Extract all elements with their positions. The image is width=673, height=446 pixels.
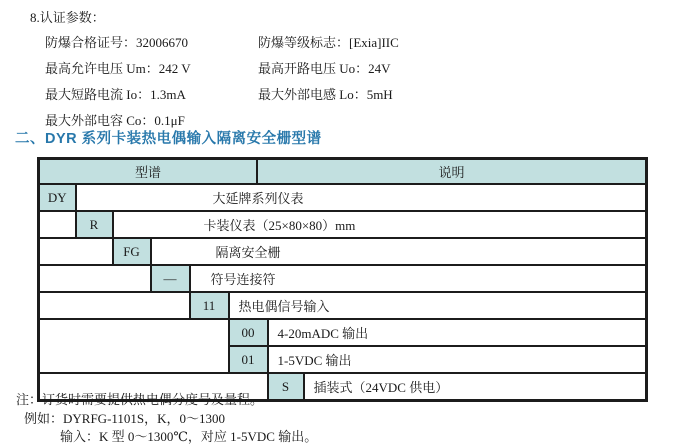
desc-cell: 大延牌系列仪表	[76, 184, 647, 211]
empty-cell	[39, 238, 113, 265]
section-heading: 二、DYR 系列卡装热电偶输入隔离安全栅型谱	[15, 131, 322, 147]
desc-cell: 卡装仪表（25×80×80）mm	[113, 211, 647, 238]
cert-value: 防爆合格证号：32006670	[45, 35, 189, 50]
code-cell-01: 01	[229, 346, 268, 373]
spectrum-table	[37, 157, 648, 402]
certification-section	[30, 6, 650, 134]
desc-cell: 插装式（24VDC 供电）	[304, 373, 647, 401]
cert-value: 防爆等级标志：[Exia]IIC	[258, 35, 399, 50]
code-cell-dash: —	[151, 265, 190, 292]
header-spectrum: 型谱	[40, 162, 256, 181]
cert-row	[45, 30, 650, 56]
cert-value: 最高允许电压 Um：242 V	[45, 61, 191, 76]
table-header-cell	[39, 159, 647, 185]
table-header-row	[39, 159, 647, 185]
empty-cell	[39, 211, 76, 238]
header-description: 说明	[258, 162, 645, 181]
empty-cell	[39, 319, 229, 373]
cert-value: 最大外部电容 Co：0.1μF	[45, 113, 185, 128]
table-row	[39, 292, 647, 319]
table-row	[39, 265, 647, 292]
table-row	[39, 319, 647, 346]
code-cell-dy: DY	[39, 184, 76, 211]
certification-title: 8.认证参数：	[30, 10, 105, 25]
code-cell-00: 00	[229, 319, 268, 346]
empty-cell	[39, 292, 190, 319]
desc-cell: 符号连接符	[190, 265, 647, 292]
desc-cell: 隔离安全栅	[151, 238, 647, 265]
table-row	[39, 211, 647, 238]
certification-rows	[45, 30, 650, 134]
cert-value: 最高开路电压 Uo：24V	[258, 61, 391, 76]
desc-cell: 1-5VDC 输出	[268, 346, 647, 373]
desc-cell: 4-20mADC 输出	[268, 319, 647, 346]
desc-cell: 热电偶信号输入	[229, 292, 647, 319]
notes-section	[16, 391, 656, 446]
table-row	[39, 184, 647, 211]
cert-value: 最大短路电流 Io：1.3mA	[45, 87, 186, 102]
order-example-detail: 输入：K 型 0～1300℃，对应 1-5VDC 输出。	[60, 429, 318, 444]
order-note: 注：订货时需要提供热电偶分度号及量程。	[16, 392, 264, 407]
order-example: 例如：DYRFG-1101S，K，0～1300	[24, 410, 226, 426]
cert-value: 最大外部电感 Lo：5mH	[258, 87, 393, 102]
table-row	[39, 238, 647, 265]
cert-row	[45, 56, 650, 82]
code-cell-11: 11	[190, 292, 229, 319]
empty-cell	[39, 265, 151, 292]
code-cell-r: R	[76, 211, 113, 238]
cert-row	[45, 82, 650, 108]
code-cell-s: S	[268, 373, 304, 401]
code-cell-fg: FG	[113, 238, 151, 265]
